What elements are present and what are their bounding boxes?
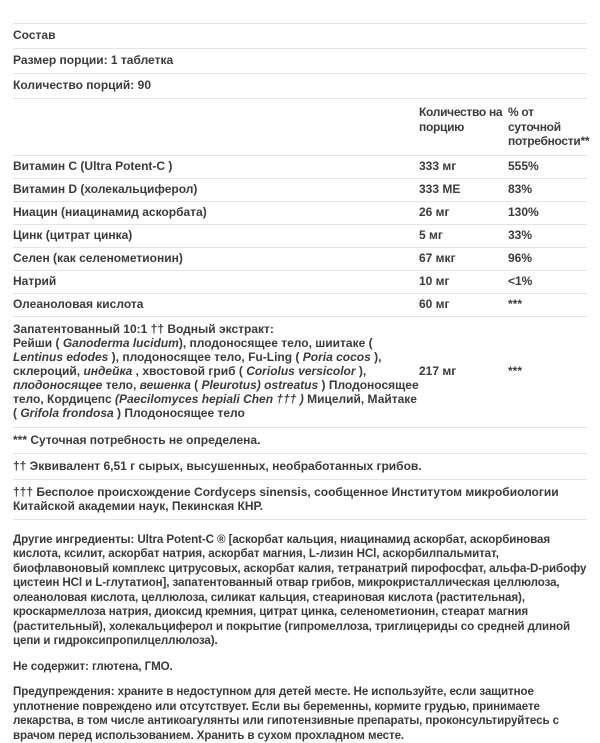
warnings-paragraph: Предупреждения: храните в недоступном для детей месте. Не используйте, если защитное уплотнение повреждено или отсутствует. Если вы беременны, кормите грудью, принимаете лекарства, в том числе антикоагулянты или гипотензивные препараты, проконсультируйтесь с врачом перед использованием. Хранить в сухом прохладном месте. [13,685,559,742]
nutrient-row [13,155,587,178]
nutrient-name: Витамин C (Ultra Potent-C ) [13,158,173,173]
nutrient-amount: 333 мг [419,158,457,173]
extract-description: Запатентованный 10:1 †† Водный экстракт: Рейши ( Ganoderma lucidum), плодоносящее тело, шиитаке ( Lentinus edodes ), плодоносящее тело, Fu-Ling ( Poria cocos ), склероций, индейка , хвостовой гриб ( Coriolus versicolor ), плодоносящее тело, вешенка ( Pleurotus) ostreatus ) Плодоносящее тело, Кордицепс (Paecilomyces hepiali Chen ††† ) Мицелий, Майтаке ( Grifola frondosa ) Плодоносящее тело [13,321,419,420]
column-header-dv: % от суточной потребности** [508,105,590,148]
nutrient-amount: 5 мг [419,227,443,242]
column-header-row [13,98,590,155]
footnote-cordyceps: ††† Бесполое происхождение Cordyceps sinensis, сообщенное Институтом микробиологии Китайской академии наук, Пекинская КНР. [13,479,587,520]
nutrient-amount: 67 мкг [419,250,456,265]
column-header-spacer [13,105,419,149]
nutrient-name: Ниацин (ниацинамид аскорбата) [13,204,207,219]
nutrient-row [13,201,587,224]
extract-amount: 217 мг [419,363,457,378]
other-ingredients-paragraph: Другие ингредиенты: Ultra Potent-C ® [аскорбат кальция, ниацинамид аскорбат, аскорбиновая кислота, ксилит, аскорбат натрия, аскорбат магния, L-лизин HCl, аскорбилпальмитат, биофлавоновый комплекс цитрусовых, аскорбат калия, тетранатрий пирофосфат, альфа-D-рибофу цистеин HCl и L-глутатион], запатентованный отвар грибов, микрокристаллическая целлюлоза, олеаноловая кислота, целлюлоза, силикат кальция, стеариновая кислота (растительная), кроскармеллоза натрия, диоксид кремния, цитрат цинка, селенометионин, стеарат магния (растительный), холекальциферол и покрытие (гипромеллоза, триглицериды со средней длиной цепи и гидроксипропилцеллюлоза). [13,532,587,647]
nutrient-dv: 83% [508,181,533,196]
facts-title: Состав [13,23,587,48]
footnote-equivalent: †† Эквивалент 6,51 г сырых, высушенных, необработанных грибов. [13,453,587,479]
nutrient-dv: 555% [508,158,539,173]
nutrient-amount: 333 МЕ [419,181,461,196]
nutrient-row [13,224,587,247]
nutrient-name: Витамин D (холекальциферол) [13,181,198,196]
nutrient-row [13,293,587,316]
nutrient-name: Цинк (цитрат цинка) [13,227,133,242]
nutrient-name: Натрий [13,273,57,288]
nutrient-row [13,247,587,270]
nutrient-amount: 10 мг [419,273,450,288]
extract-dv: *** [508,363,523,378]
nutrient-row [13,178,587,201]
serving-size-row: Размер порции: 1 таблетка [13,48,587,73]
servings-count-row: Количество порций: 90 [13,73,587,98]
nutrient-dv: <1% [508,273,533,288]
nutrient-dv: 96% [508,250,533,265]
nutrient-amount: 60 мг [419,296,450,311]
footnote-daily-value: *** Суточная потребность не определена. [13,427,587,453]
nutrient-name: Селен (как селенометионин) [13,250,183,265]
column-header-amount: Количество на порцию [419,105,503,134]
nutrient-amount: 26 мг [419,204,450,219]
nutrient-dv: *** [508,296,523,311]
extract-row [13,316,587,427]
no-contain-paragraph: Не содержит: глютена, ГМО. [13,659,173,673]
supplement-facts-table [13,23,590,520]
nutrient-name: Олеаноловая кислота [13,296,144,311]
nutrient-dv: 130% [508,204,539,219]
nutrient-row [13,270,587,293]
nutrient-dv: 33% [508,227,533,242]
